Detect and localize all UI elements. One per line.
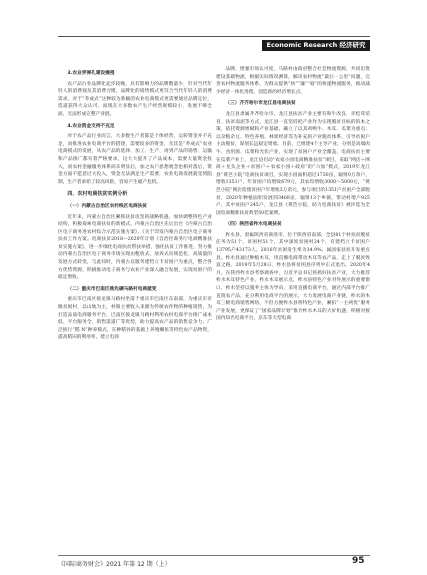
paragraph: 对于农产品行业而言，大多数生产者都是个体经营，运转资金并不充足，而推进农业电商平台的搭建，需要较多的资金，尤其是“乔成式”农业电商模式的发展，从农产品的选择、加工、生产、再到产品的销售、运输和产品推广都有着严格要求，这大大提升了产品成本，需要大量资金投入，而农村金融服务体系尚未明显后，加之农户思想观念也相对落后，资金方面不愿意过大投入，资金无法满足生产需要，农业电商发展就受到阻制，生产者承担了较高风险，容易产生破产危机。 [58,134,212,185]
paragraph: 重庆市巴南区接龙镇马路村坐落于重庆市巴南区东南部，为重庆市市级贫困村，以山地为主，村镇主要收入来源为传统农作物的种植销售，为打造品质电商服务平台，巴南区接龙镇马路村利用农村电商平台推广成本低、平台服务全、销售渠道广等优势，助力提高农产品的销售竞争力，广泛推行“稻 N”种养模式，在种稻谷的基础上养殖鲫鱼等特色农产品物资，提高稻田的利用率，建立电商 [58,297,212,341]
paragraph: 品牌，增强市场认可度，马路村由政府整合社会物流资源，共同出资建设基础物流，根据实际情况测算，解决农村物流“最后一公里”问题，完善农村物流服务体系，为群众提供“快”“廉”“稳”的快递物流服务，推动减少经济一体化进程，创造新的经济增长点。 [216,67,370,95]
section-heading: 3.农业弄弹孔建设瘦侵 [67,71,115,76]
section-heading: （一）内蒙古自治区农村线区电商扶贫 [67,203,148,209]
section-header-banner: Economic Research 经济研究 [262,40,370,51]
page-number: 95 [352,556,365,566]
section-heading: 4.农业资金支持不充足 [67,123,115,129]
paragraph: 柞水县，隶属陕西省商洛市，位于陕西省南部，全县81个村扶贫脱贫任务为51个，贫困村51个，其中深度贫困村24个，有建档立卡贫困户13795户43173人，2016年贫困发生率为34.9%，属国家扶贫开发重点县。柞水县通过种植木耳，用直播电商带动木耳等农产品，走上了脱贫致富之路，2019年5月28日，柞水县将贫困县序列中正式退出。2020年4月，在陕西柞水县考察调查中，习近平总书记将抓好扶贫产业，大力推荐柞水木耳特色产业，柞水木耳展示点，柞水县特色产业对外展示的重要窗口，柞水坚持以服务主体为导向，采用直播电商平台，通过内部平台推广直销农产品，充分利用电商平台的展示，大力发展电商产业链，柞水的木耳三级电商销售网络，不但方便柞水县将特色产业，紧扣“一主两优”服务产业发展，更保证了“国家品牌计划”推介柞水木耳的大好机遇，积极对接国内知名电商平台，京东等大型电商 [216,232,370,322]
section-heading: （二）重庆市巴南区推先碾马路村电商就变 [67,286,157,292]
header-rule [58,36,370,37]
journal-citation: 《国际商务财会》2021 年第 12 期（上） [58,561,171,568]
paragraph: 农产品行业品牌化起步较晚，具有影响力的品牌数量少，针对当代年轻人的消费观及其消费习惯，品牌化的销售模式更符合当代年轻人的消费需求。对于“乔成式”这种较为新颖的农业电商模式更需要通过品牌定位，选道获得大众认可，而现在大多数农产生产经营规模较小，发展不够全面，无法形成完整产业链。 [58,81,212,117]
paragraph: 龙江县隶属齐齐哈尔市，龙江县扶贫产业主要有和牛改良、赤松茸培育、扶贫南泥等方式，龙江县一直坚持把产业作为实现脱贫目标的的本之策，依托资源禀赋和产业基础，确立了以其鸡鸭牛、木耳、瓜菜为重点；以杂粮杂豆、特色养殖、林果经济等为补充的产业脱贫体系，引导贫困户主动脱贫，谋划长远稳定增收。目前，已组建4个主导产业，分别是高端肉牛、食用菌、瓜菜和光伏产业，实现了贫困户产业全覆盖，电商扶贫主要在瓜菜产业上，龙江县启动“农家小园电商精准扶贫”项目，采取“网店＋网商＋龙头企业＋贫困户＋农家小园＋政府”的“六加”模式，2019年龙江县“黄芭小院”电商扶贫项目，实现小园面积超过1730亩，辐射0万余户，增收1351户，年贫困户均增收679元，其农均增收3000～5000元，“黄芭小院”网店促使贫困户年增收3万余元，参与项目的1351户贫困户全部脱贫，2020年种植面积发展到3468亩，辐射13个乡镇，带动村增户925户，其中贫困户245户，龙江县《黄芭小院，助力电商扶贫》被评选为全国电商精准扶贫典型50佳案例。 [216,111,370,216]
right-text-column [216,66,370,323]
left-text-column [58,66,212,342]
footer-rule [58,555,370,556]
section-heading: （三）齐齐哈尔市龙江县电商扶贫 [225,101,296,107]
section-heading: （四）陕西省柞水电商扶贫 [225,222,282,228]
section-heading: 四、农村电商扶贫实例分析 [67,191,128,198]
paragraph: 近年来，内蒙古自治区紧抓扶贫攻坚的战略机遇，加快调整特色产业结构，积极探索电商扶贫的新模式。内蒙古自治区先后出台《内蒙古自治区电子商务进农村综合示范实施方案》、《关于印发内蒙古自治区电子商务扶贫工作方案。电商扶贫2018—2020年计划《自治区商务厅电商精准扶贫实施方案》，进一步细化电商扶贫帮扶举措，强化扶贫工作推进，努力推动内蒙古自治区电子商务市场实现由粗放式、放养式向规范化、高质量的发展方式转变，与此同时，内蒙古以服务建档立卡贫困户为重点，整合各方优势资源，积极推动电子商务与农业产业深入融合发展，实现贫困户的稳定增收。 [58,214,212,281]
